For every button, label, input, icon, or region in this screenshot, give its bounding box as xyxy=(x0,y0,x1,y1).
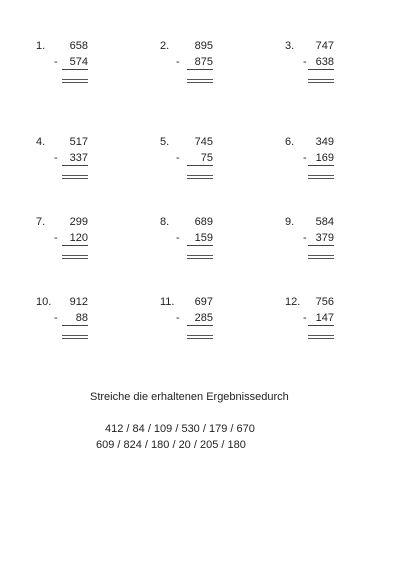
minuend: 912 xyxy=(69,296,88,308)
answer-double-line xyxy=(308,175,334,179)
problem-number: 7. xyxy=(36,216,46,228)
problem-number: 6. xyxy=(285,136,295,148)
problem-number: 2. xyxy=(160,40,170,52)
subtrahend: 120 xyxy=(69,232,88,244)
problem-7 xyxy=(36,216,88,272)
minus-sign: - xyxy=(176,232,180,244)
minus-sign: - xyxy=(176,312,180,324)
subtrahend: 285 xyxy=(194,312,213,324)
minus-sign: - xyxy=(54,152,58,164)
problem-number: 10. xyxy=(36,296,52,308)
minuend: 745 xyxy=(194,136,213,148)
answer-double-line xyxy=(187,335,213,339)
problem-2 xyxy=(160,40,213,96)
answer-double-line xyxy=(187,175,213,179)
subtraction-line xyxy=(187,69,213,70)
subtrahend: 75 xyxy=(200,152,213,164)
subtrahend: 875 xyxy=(194,56,213,68)
minus-sign: - xyxy=(176,152,180,164)
problem-number: 11. xyxy=(160,296,175,308)
minus-sign: - xyxy=(54,232,58,244)
subtraction-line xyxy=(308,69,334,70)
minuend: 658 xyxy=(69,40,88,52)
problem-number: 8. xyxy=(160,216,170,228)
problem-number: 1. xyxy=(36,40,46,52)
minus-sign: - xyxy=(303,152,307,164)
subtraction-line xyxy=(62,325,88,326)
problem-number: 12. xyxy=(285,296,301,308)
subtrahend: 169 xyxy=(315,152,334,164)
minus-sign: - xyxy=(303,312,307,324)
instruction-text: Streiche die erhaltenen Ergebnissedurch xyxy=(90,391,289,403)
problem-11 xyxy=(160,296,213,352)
problem-9 xyxy=(285,216,334,272)
problem-number: 5. xyxy=(160,136,170,148)
subtraction-line xyxy=(187,165,213,166)
minus-sign: - xyxy=(303,232,307,244)
subtrahend: 638 xyxy=(315,56,334,68)
problem-10 xyxy=(36,296,88,352)
subtraction-line xyxy=(308,245,334,246)
subtrahend: 574 xyxy=(69,56,88,68)
answer-double-line xyxy=(62,255,88,259)
subtrahend: 379 xyxy=(315,232,334,244)
subtraction-line xyxy=(62,69,88,70)
minuend: 895 xyxy=(194,40,213,52)
minuend: 299 xyxy=(69,216,88,228)
minuend: 584 xyxy=(315,216,334,228)
subtraction-line xyxy=(308,325,334,326)
problem-1 xyxy=(36,40,88,96)
answer-double-line xyxy=(187,255,213,259)
answer-double-line xyxy=(62,79,88,83)
minus-sign: - xyxy=(303,56,307,68)
minus-sign: - xyxy=(54,56,58,68)
problem-12 xyxy=(285,296,334,352)
minuend: 689 xyxy=(194,216,213,228)
problem-3 xyxy=(285,40,334,96)
answer-double-line xyxy=(62,175,88,179)
minuend: 756 xyxy=(315,296,334,308)
answer-double-line xyxy=(308,255,334,259)
results-line-1: 412 / 84 / 109 / 530 / 179 / 670 xyxy=(105,423,255,435)
results-line-2: 609 / 824 / 180 / 20 / 205 / 180 xyxy=(96,439,246,451)
answer-double-line xyxy=(308,79,334,83)
subtrahend: 147 xyxy=(315,312,334,324)
problem-5 xyxy=(160,136,213,192)
subtraction-line xyxy=(62,165,88,166)
minus-sign: - xyxy=(176,56,180,68)
subtraction-line xyxy=(187,245,213,246)
problem-8 xyxy=(160,216,213,272)
subtraction-line xyxy=(187,325,213,326)
subtrahend: 337 xyxy=(69,152,88,164)
problem-6 xyxy=(285,136,334,192)
problem-4 xyxy=(36,136,88,192)
subtraction-line xyxy=(308,165,334,166)
answer-double-line xyxy=(187,79,213,83)
problem-number: 9. xyxy=(285,216,295,228)
minuend: 349 xyxy=(315,136,334,148)
subtrahend: 88 xyxy=(75,312,88,324)
problem-number: 3. xyxy=(285,40,295,52)
minuend: 697 xyxy=(194,296,213,308)
minus-sign: - xyxy=(54,312,58,324)
answer-double-line xyxy=(62,335,88,339)
subtrahend: 159 xyxy=(194,232,213,244)
problem-number: 4. xyxy=(36,136,46,148)
answer-double-line xyxy=(308,335,334,339)
minuend: 747 xyxy=(315,40,334,52)
subtraction-line xyxy=(62,245,88,246)
minuend: 517 xyxy=(69,136,88,148)
